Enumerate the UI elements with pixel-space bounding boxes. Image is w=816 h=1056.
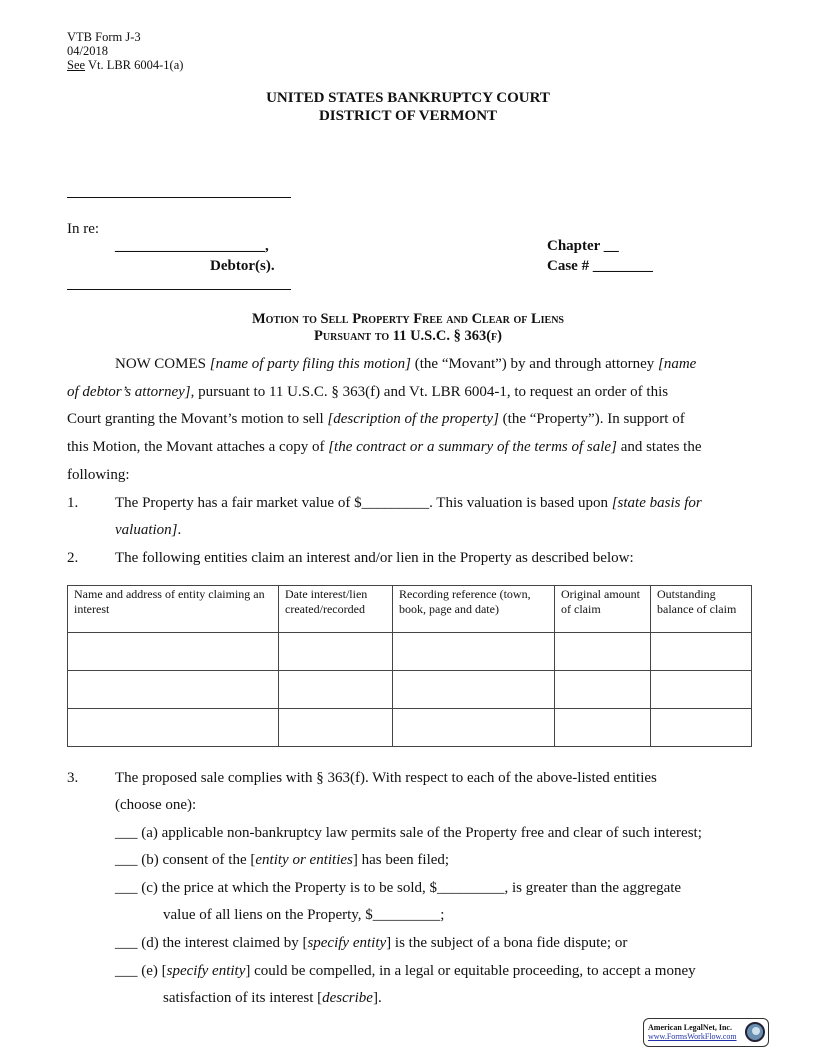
item-1-number: 1. (67, 495, 79, 511)
cell (651, 633, 752, 671)
intro-line-1: NOW COMES [name of party filing this motion] (the “Movant”) by and through attorney [name (115, 356, 697, 372)
header-original-amount: Original amount of claim (555, 586, 651, 633)
debtor-label: Debtor(s). (210, 258, 275, 274)
cell (68, 671, 279, 709)
case-number-field: Case # ________ (547, 258, 653, 274)
cell (279, 709, 393, 747)
item-2-number: 2. (67, 550, 79, 566)
cell (68, 709, 279, 747)
cell (68, 633, 279, 671)
option-a: ___ (a) applicable non-bankruptcy law permits sale of the Property free and clear of such interest; (115, 825, 702, 841)
court-name: UNITED STATES BANKRUPTCY COURT (266, 90, 550, 106)
chapter-field: Chapter __ (547, 238, 619, 254)
cell (279, 671, 393, 709)
caption-line-bottom (67, 289, 291, 290)
logo-url[interactable]: www.FormsWorkFlow.com (648, 1032, 737, 1041)
lien-table (67, 585, 752, 747)
intro-line-5: following: (67, 467, 130, 483)
form-date: 04/2018 (67, 44, 108, 58)
debtor-name-blank: ____________________, (115, 238, 269, 254)
caption-line-top (67, 197, 291, 198)
cell (651, 709, 752, 747)
intro-line-4: this Motion, the Movant attaches a copy of [the contract or a summary of the terms of sale] and states the (67, 439, 702, 455)
cell (393, 671, 555, 709)
cell (651, 671, 752, 709)
option-e: ___ (e) [specify entity] could be compelled, in a legal or equitable proceeding, to accept a money (115, 963, 696, 979)
option-c: ___ (c) the price at which the Property is to be sold, $_________, is greater than the aggregate (115, 880, 682, 896)
item-1-text-cont: valuation]. (115, 522, 182, 538)
option-c-cont: value of all liens on the Property, $_________; (163, 907, 445, 923)
motion-subtitle: Pursuant to 11 U.S.C. § 363(f) (314, 328, 502, 344)
reference-text: Vt. LBR 6004-1(a) (85, 58, 184, 72)
table-row (68, 671, 752, 709)
header-recording-reference: Recording reference (town, book, page and date) (393, 586, 555, 633)
cell (555, 633, 651, 671)
option-e-cont: satisfaction of its interest [describe]. (163, 990, 382, 1006)
form-id: VTB Form J-3 (67, 30, 141, 44)
table-row (68, 633, 752, 671)
item-2-text: The following entities claim an interest and/or lien in the Property as described below: (115, 550, 634, 566)
header-outstanding-balance: Outstanding balance of claim (651, 586, 752, 633)
option-d: ___ (d) the interest claimed by [specify entity] is the subject of a bona fide dispute; or (115, 935, 628, 951)
see-label: See (67, 58, 86, 72)
item-3-number: 3. (67, 770, 79, 786)
american-legalnet-logo (643, 1018, 769, 1047)
item-3-text: The proposed sale complies with § 363(f). With respect to each of the above-listed entities (115, 770, 657, 786)
cell (393, 709, 555, 747)
intro-line-3: Court granting the Movant’s motion to sell [description of the property] (the “Property”). In support of (67, 411, 685, 427)
logo-company: American LegalNet, Inc. (648, 1023, 732, 1032)
header-entity: Name and address of entity claiming an interest (68, 586, 279, 633)
item-3-text-cont: (choose one): (115, 797, 197, 813)
cell (279, 633, 393, 671)
header-date: Date interest/lien created/recorded (279, 586, 393, 633)
intro-line-2: of debtor’s attorney], pursuant to 11 U.S.C. § 363(f) and Vt. LBR 6004-1, to request an order of this (67, 384, 669, 400)
option-b: ___ (b) consent of the [entity or entities] has been filed; (115, 852, 450, 868)
cell (555, 709, 651, 747)
table-header-row (68, 586, 752, 633)
item-1-text: The Property has a fair market value of $_________. This valuation is based upon [state basis for (115, 495, 702, 511)
motion-title: Motion to Sell Property Free and Clear of Liens (251, 311, 564, 327)
cell (393, 633, 555, 671)
cell (555, 671, 651, 709)
globe-icon (744, 1021, 766, 1043)
in-re-label: In re: (67, 221, 100, 237)
table-row (68, 709, 752, 747)
form-reference (67, 58, 183, 72)
court-district: DISTRICT OF VERMONT (318, 108, 498, 124)
